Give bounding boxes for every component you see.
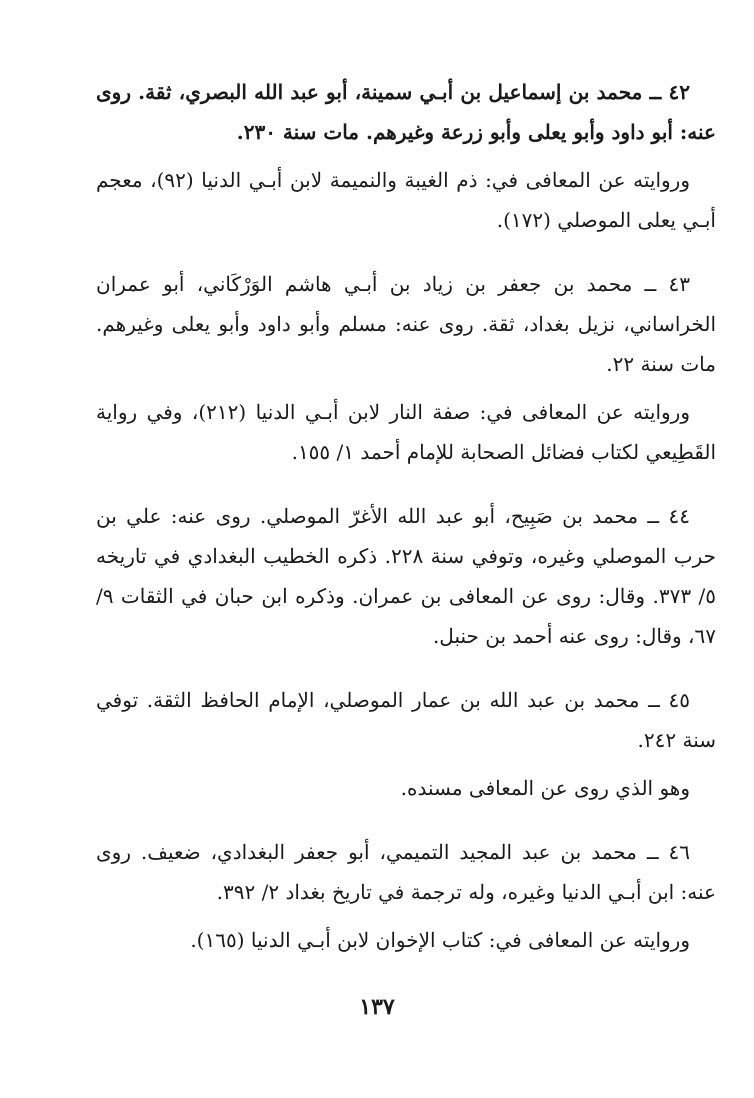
entry-46 [96, 832, 716, 960]
entry-45 [96, 680, 716, 808]
entry-46-biography: ٤٦ ــ محمد بن عبد المجيد التميمي، أبو جعفر البغدادي، ضعيف. روى عنه: ابن أبـي الدنيا وغيره، وله ترجمة في تاريخ بغداد ٢/ ٣٩٢. [96, 840, 716, 904]
entry-46-narrations: وروايته عن المعافى في: كتاب الإخوان لابن أبـي الدنيا (١٦٥). [190, 928, 690, 952]
entry-43-narrations: وروايته عن المعافى في: صفة النار لابن أبـي الدنيا (٢١٢)، وفي رواية القَطِيعي لكتاب فضائل الصحابة للإمام أحمد ١/ ١٥٥. [96, 400, 716, 464]
page-number: ١٣٧ [359, 994, 395, 1020]
entry-42 [96, 72, 716, 240]
entry-44 [96, 496, 716, 656]
entry-45-narrations: وهو الذي روى عن المعافى مسنده. [400, 776, 690, 800]
page-body [96, 72, 716, 984]
entry-43-biography: ٤٣ ــ محمد بن جعفر بن زياد بن أبـي هاشم الوَرْكَاني، أبو عمران الخراساني، نزيل بغداد، ثقة. روى عنه: مسلم وأبو داود وأبو يعلى وغيرهم. مات سنة ٢٢. [96, 272, 716, 376]
entry-44-biography: ٤٤ ــ محمد بن صَبِيح، أبو عبد الله الأغرّ الموصلي. روى عنه: علي بن حرب الموصلي وغيره، وتوفي سنة ٢٢٨. ذكره الخطيب البغدادي في تاريخه ٥/ ٣٧٣. وقال: روى عن المعافى بن عمران. وذكره ابن حبان في الثقات ٩/ ٦٧، وقال: روى عنه أحمد بن حنبل. [96, 504, 716, 648]
entry-43 [96, 264, 716, 472]
entry-45-biography: ٤٥ ــ محمد بن عبد الله بن عمار الموصلي، الإمام الحافظ الثقة. توفي سنة ٢٤٢. [96, 688, 716, 752]
entry-42-narrations: وروايته عن المعافى في: ذم الغيبة والنميمة لابن أبـي الدنيا (٩٢)، معجم أبـي يعلى الموصلي (١٧٢). [96, 168, 716, 232]
entry-42-biography: ٤٢ ــ محمد بن إسماعيل بن أبـي سمينة، أبو عبد الله البصري، ثقة. روى عنه: أبو داود وأبو يعلى وأبو زرعة وغيرهم. مات سنة ٢٣٠. [96, 80, 716, 144]
